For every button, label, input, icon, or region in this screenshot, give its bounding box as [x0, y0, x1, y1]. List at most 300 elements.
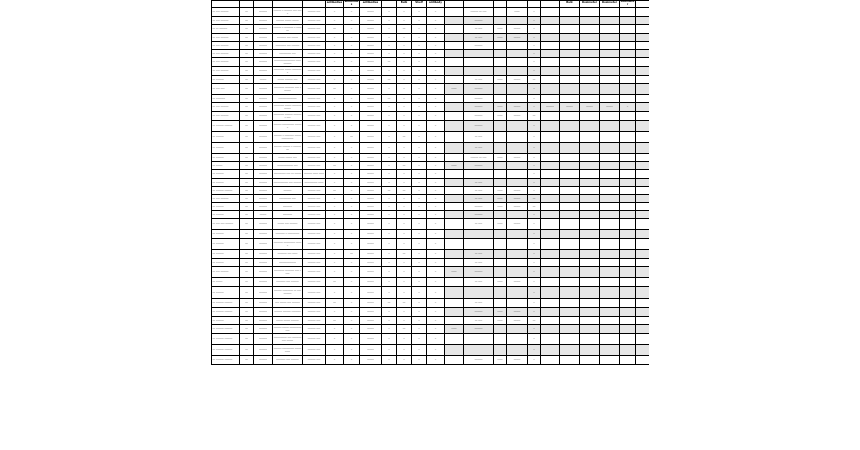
- table-cell: _____: [507, 307, 528, 316]
- table-cell: _: [412, 169, 427, 178]
- table-cell: [541, 16, 560, 24]
- table-cell: [620, 24, 636, 33]
- table-cell: [636, 324, 650, 333]
- table-cell: _: [382, 41, 397, 49]
- table-cell: _____: [360, 16, 382, 24]
- table-cell: _: [427, 102, 445, 111]
- table-cell: _: [528, 102, 541, 111]
- table-cell: __ ___: [464, 218, 494, 229]
- table-cell: ____________ ___: [273, 161, 303, 169]
- table-cell: ______: [254, 7, 273, 16]
- table-cell: [600, 24, 620, 33]
- table-cell: _: [382, 249, 397, 258]
- table-cell: [445, 49, 464, 57]
- table-cell: [445, 229, 464, 238]
- table-cell: [507, 66, 528, 75]
- table-cell: __: [397, 186, 412, 194]
- table-cell: _: [412, 344, 427, 355]
- table-cell: [600, 169, 620, 178]
- table-row: [212, 266, 650, 277]
- table-cell: [560, 324, 580, 333]
- table-cell: [580, 7, 600, 16]
- table-cell: ______ ___: [303, 286, 326, 298]
- table-cell: _____: [360, 324, 382, 333]
- table-cell: _: [412, 249, 427, 258]
- table-cell: _: [326, 218, 344, 229]
- table-cell: ______: [254, 178, 273, 186]
- table-cell: [636, 57, 650, 66]
- table-cell: ______ ___: [303, 333, 326, 344]
- table-cell: _: [344, 186, 360, 194]
- table-cell: ______ _ _______ _ ______: [273, 24, 303, 33]
- table-cell: ______ ___: [303, 266, 326, 277]
- table-cell: __ ______: [212, 75, 240, 83]
- table-cell: [600, 153, 620, 161]
- table-cell: _____: [360, 120, 382, 131]
- table-cell: [620, 355, 636, 364]
- table-cell: __ ___: [464, 249, 494, 258]
- table-cell: _: [412, 307, 427, 316]
- table-cell: [636, 169, 650, 178]
- table-cell: _: [382, 161, 397, 169]
- table-cell: [620, 202, 636, 210]
- table-cell: __ ______: [212, 316, 240, 324]
- table-row: [212, 33, 650, 41]
- table-cell: [445, 194, 464, 202]
- table-cell: __: [528, 111, 541, 120]
- table-cell: ______: [273, 186, 303, 194]
- table-cell: [580, 83, 600, 94]
- table-cell: [541, 218, 560, 229]
- table-cell: ______ _____ ____________: [273, 324, 303, 333]
- table-cell: [580, 218, 600, 229]
- table-cell: _: [412, 57, 427, 66]
- table-cell: [636, 178, 650, 186]
- table-cell: [580, 142, 600, 153]
- table-cell: _____: [360, 307, 382, 316]
- table-cell: _____: [360, 153, 382, 161]
- column-header: [240, 1, 254, 8]
- table-cell: ________ ___ ______: [273, 41, 303, 49]
- table-cell: [636, 238, 650, 249]
- table-cell: ______ _________ ______: [273, 120, 303, 131]
- table-cell: _: [412, 83, 427, 94]
- table-cell: [620, 111, 636, 120]
- table-cell: _: [326, 49, 344, 57]
- table-cell: ______: [254, 161, 273, 169]
- table-cell: [560, 316, 580, 324]
- table-cell: [580, 194, 600, 202]
- table-cell: [580, 229, 600, 238]
- table-cell: _: [427, 258, 445, 266]
- table-cell: __ ______: [212, 286, 240, 298]
- table-cell: _: [412, 66, 427, 75]
- table-cell: _: [326, 33, 344, 41]
- table-cell: _____: [507, 194, 528, 202]
- table-cell: [445, 178, 464, 186]
- table-cell: __________ ____: [303, 178, 326, 186]
- table-row: [212, 102, 650, 111]
- table-cell: _____: [360, 94, 382, 102]
- table-cell: [636, 316, 650, 324]
- table-cell: _____: [360, 316, 382, 324]
- table-cell: __ ______: [212, 258, 240, 266]
- table-cell: __ ______: [212, 131, 240, 142]
- table-cell: _: [412, 202, 427, 210]
- table-cell: _: [382, 210, 397, 218]
- table-cell: _: [382, 178, 397, 186]
- table-cell: [600, 202, 620, 210]
- table-cell: __: [382, 94, 397, 102]
- table-cell: ______ ___: [303, 111, 326, 120]
- table-cell: __ ___: [464, 178, 494, 186]
- table-cell: [580, 210, 600, 218]
- table-cell: _: [397, 7, 412, 16]
- table-cell: ______: [254, 102, 273, 111]
- table-cell: ______ ___: [303, 355, 326, 364]
- table-cell: [494, 178, 507, 186]
- table-cell: ______ ________ __ _________: [273, 286, 303, 298]
- table-cell: __: [240, 286, 254, 298]
- table-cell: [620, 142, 636, 153]
- table-cell: _____: [360, 277, 382, 286]
- table-cell: [541, 178, 560, 186]
- table-cell: _: [382, 24, 397, 33]
- table-cell: __ ___ ______: [212, 102, 240, 111]
- table-cell: [600, 161, 620, 169]
- table-cell: _: [344, 142, 360, 153]
- table-cell: __ ______ ______: [212, 324, 240, 333]
- column-header: [507, 1, 528, 8]
- table-cell: _: [382, 316, 397, 324]
- table-cell: _: [528, 333, 541, 344]
- table-cell: ______: [254, 258, 273, 266]
- table-cell: _______ _________ _____: [273, 238, 303, 249]
- table-cell: __: [240, 178, 254, 186]
- table-cell: [560, 298, 580, 307]
- table-cell: __ ______ ______: [212, 355, 240, 364]
- table-cell: _: [412, 238, 427, 249]
- table-cell: [620, 186, 636, 194]
- table-cell: [494, 266, 507, 277]
- table-cell: [445, 120, 464, 131]
- table-cell: [541, 238, 560, 249]
- table-cell: _: [382, 131, 397, 142]
- table-cell: [580, 277, 600, 286]
- table-cell: _: [427, 24, 445, 33]
- table-cell: _: [397, 355, 412, 364]
- table-cell: _: [528, 229, 541, 238]
- table-cell: [445, 142, 464, 153]
- table-cell: _: [427, 316, 445, 324]
- table-cell: _____: [360, 83, 382, 94]
- table-cell: [580, 161, 600, 169]
- table-cell: [494, 94, 507, 102]
- table-cell: [620, 249, 636, 258]
- table-cell: ______: [254, 266, 273, 277]
- table-cell: _: [344, 238, 360, 249]
- table-cell: _: [528, 178, 541, 186]
- table-cell: _: [397, 238, 412, 249]
- table-cell: [507, 142, 528, 153]
- table-cell: _: [397, 202, 412, 210]
- table-cell: _____ ______ ___: [273, 75, 303, 83]
- table-cell: [620, 344, 636, 355]
- table-cell: [494, 7, 507, 16]
- table-cell: _: [427, 16, 445, 24]
- table-cell: __ ___ ______: [212, 7, 240, 16]
- table-cell: [494, 333, 507, 344]
- table-cell: [464, 66, 494, 75]
- table-cell: _: [397, 266, 412, 277]
- table-cell: _: [397, 120, 412, 131]
- table-cell: __: [344, 249, 360, 258]
- table-cell: _: [412, 75, 427, 83]
- table-cell: [445, 153, 464, 161]
- table-cell: [580, 66, 600, 75]
- table-cell: [560, 94, 580, 102]
- table-cell: ______: [254, 277, 273, 286]
- table-cell: _: [427, 249, 445, 258]
- table-cell: ______ ___: [303, 186, 326, 194]
- table-cell: _____: [360, 286, 382, 298]
- table-cell: __: [397, 131, 412, 142]
- table-cell: [580, 202, 600, 210]
- table-cell: ______: [254, 16, 273, 24]
- table-cell: __: [528, 75, 541, 83]
- table-cell: ____: [494, 24, 507, 33]
- table-cell: _: [397, 210, 412, 218]
- table-cell: _____: [360, 142, 382, 153]
- table-cell: __: [240, 41, 254, 49]
- table-cell: _: [397, 94, 412, 102]
- table-cell: [507, 298, 528, 307]
- table-cell: [636, 298, 650, 307]
- table-cell: [507, 266, 528, 277]
- column-header: [382, 1, 397, 8]
- table-cell: [541, 316, 560, 324]
- table-cell: _: [344, 194, 360, 202]
- table-cell: _______ ___ ______: [273, 277, 303, 286]
- table-cell: [560, 258, 580, 266]
- table-cell: [620, 161, 636, 169]
- table-cell: [580, 153, 600, 161]
- table-cell: __: [344, 131, 360, 142]
- table-cell: [560, 333, 580, 344]
- table-cell: [541, 249, 560, 258]
- table-cell: [580, 316, 600, 324]
- table-cell: _: [326, 333, 344, 344]
- table-cell: _: [427, 49, 445, 57]
- table-cell: [445, 238, 464, 249]
- table-cell: [620, 120, 636, 131]
- table-cell: ______: [254, 298, 273, 307]
- table-cell: _____: [254, 75, 273, 83]
- table-cell: ______: [254, 66, 273, 75]
- table-cell: [560, 83, 580, 94]
- table-cell: _: [326, 102, 344, 111]
- table-cell: __: [240, 333, 254, 344]
- table-cell: ______: [464, 202, 494, 210]
- table-cell: _: [344, 75, 360, 83]
- table-cell: _: [427, 344, 445, 355]
- table-cell: [620, 178, 636, 186]
- table-cell: __: [397, 161, 412, 169]
- table-cell: [636, 277, 650, 286]
- table-cell: [507, 169, 528, 178]
- table-cell: [445, 344, 464, 355]
- table-cell: ______ _ ______ ___ ____: [273, 7, 303, 16]
- table-cell: _: [344, 24, 360, 33]
- table-cell: [464, 57, 494, 66]
- table-cell: [600, 307, 620, 316]
- table-cell: ______ ___: [303, 324, 326, 333]
- table-cell: [541, 83, 560, 94]
- table-cell: _: [326, 16, 344, 24]
- table-cell: ______ ______ _______: [273, 307, 303, 316]
- table-cell: [560, 210, 580, 218]
- table-cell: _____: [507, 277, 528, 286]
- table-cell: [445, 210, 464, 218]
- table-cell: [541, 324, 560, 333]
- table-cell: _: [528, 41, 541, 49]
- table-cell: __ ______ ______: [212, 298, 240, 307]
- table-cell: _: [427, 142, 445, 153]
- table-cell: [600, 49, 620, 57]
- table-cell: ______: [254, 238, 273, 249]
- table-cell: ______: [254, 41, 273, 49]
- table-cell: __ ___: [464, 194, 494, 202]
- table-cell: [464, 49, 494, 57]
- table-cell: [600, 344, 620, 355]
- table-cell: ____: [494, 218, 507, 229]
- table-cell: _: [344, 277, 360, 286]
- column-header: Bulk: [560, 1, 580, 8]
- column-header: [541, 1, 560, 8]
- table-cell: [636, 49, 650, 57]
- table-cell: [560, 169, 580, 178]
- table-row: [212, 355, 650, 364]
- table-cell: [560, 153, 580, 161]
- table-cell: [507, 324, 528, 333]
- table-cell: _: [382, 7, 397, 16]
- table-cell: _: [326, 355, 344, 364]
- table-cell: ______ ___: [303, 229, 326, 238]
- table-row: [212, 111, 650, 120]
- table-cell: _: [397, 16, 412, 24]
- table-cell: [541, 41, 560, 49]
- table-cell: [541, 66, 560, 75]
- table-cell: __ ___: [464, 75, 494, 83]
- table-cell: [507, 94, 528, 102]
- table-cell: [620, 16, 636, 24]
- table-cell: _: [326, 169, 344, 178]
- table-cell: _: [427, 186, 445, 194]
- table-cell: _: [382, 202, 397, 210]
- table-cell: [464, 344, 494, 355]
- table-cell: [560, 142, 580, 153]
- table-cell: __ ______: [212, 249, 240, 258]
- table-cell: [580, 120, 600, 131]
- table-cell: [541, 75, 560, 83]
- table-cell: ___________ ___ ______: [273, 178, 303, 186]
- table-cell: _____ ___ ______: [273, 218, 303, 229]
- table-cell: _: [528, 355, 541, 364]
- table-cell: __ ___ ______: [212, 266, 240, 277]
- table-cell: _____: [507, 218, 528, 229]
- table-cell: [636, 307, 650, 316]
- table-cell: ______ ___: [303, 142, 326, 153]
- table-cell: __ ______ ______: [212, 120, 240, 131]
- table-cell: [507, 344, 528, 355]
- table-cell: [636, 355, 650, 364]
- table-cell: [445, 307, 464, 316]
- table-cell: [560, 7, 580, 16]
- table-cell: [494, 83, 507, 94]
- table-cell: [636, 111, 650, 120]
- table-cell: [494, 131, 507, 142]
- table-cell: ______: [254, 111, 273, 120]
- table-cell: _: [528, 94, 541, 102]
- table-cell: [600, 333, 620, 344]
- table-cell: [600, 83, 620, 94]
- column-header: antibody: [427, 1, 445, 8]
- table-cell: __ ___ ______: [212, 33, 240, 41]
- table-cell: [560, 111, 580, 120]
- table-cell: _: [382, 266, 397, 277]
- table-cell: ______ ___: [303, 194, 326, 202]
- table-cell: ______: [254, 333, 273, 344]
- table-cell: [541, 24, 560, 33]
- table-cell: __ ___ ______: [212, 57, 240, 66]
- table-cell: _: [528, 286, 541, 298]
- table-cell: __: [326, 298, 344, 307]
- table-cell: _________ ___: [273, 194, 303, 202]
- table-cell: _______ _ _________: [273, 229, 303, 238]
- table-row: [212, 83, 650, 94]
- table-cell: ________ _____ ____________: [273, 102, 303, 111]
- table-cell: [445, 7, 464, 16]
- table-cell: [507, 120, 528, 131]
- table-cell: _: [412, 49, 427, 57]
- table-cell: [600, 75, 620, 83]
- table-cell: _: [427, 178, 445, 186]
- table-cell: _: [528, 16, 541, 24]
- table-cell: [620, 316, 636, 324]
- table-cell: _____: [360, 102, 382, 111]
- table-cell: [541, 57, 560, 66]
- table-cell: [620, 218, 636, 229]
- table-cell: __ ___ ______: [212, 66, 240, 75]
- table-cell: __: [240, 142, 254, 153]
- column-header: [273, 1, 303, 8]
- table-cell: ______: [464, 355, 494, 364]
- column-header: [303, 1, 326, 8]
- table-cell: __: [382, 75, 397, 83]
- table-cell: [636, 333, 650, 344]
- table-cell: [600, 298, 620, 307]
- table-cell: _____: [360, 258, 382, 266]
- table-cell: __: [528, 316, 541, 324]
- table-cell: __ ___ ______: [212, 49, 240, 57]
- table-cell: _: [397, 258, 412, 266]
- table-cell: [580, 186, 600, 194]
- table-row: [212, 218, 650, 229]
- table-cell: _____: [360, 218, 382, 229]
- table-cell: ____: [445, 83, 464, 94]
- table-cell: _: [427, 75, 445, 83]
- table-cell: [541, 111, 560, 120]
